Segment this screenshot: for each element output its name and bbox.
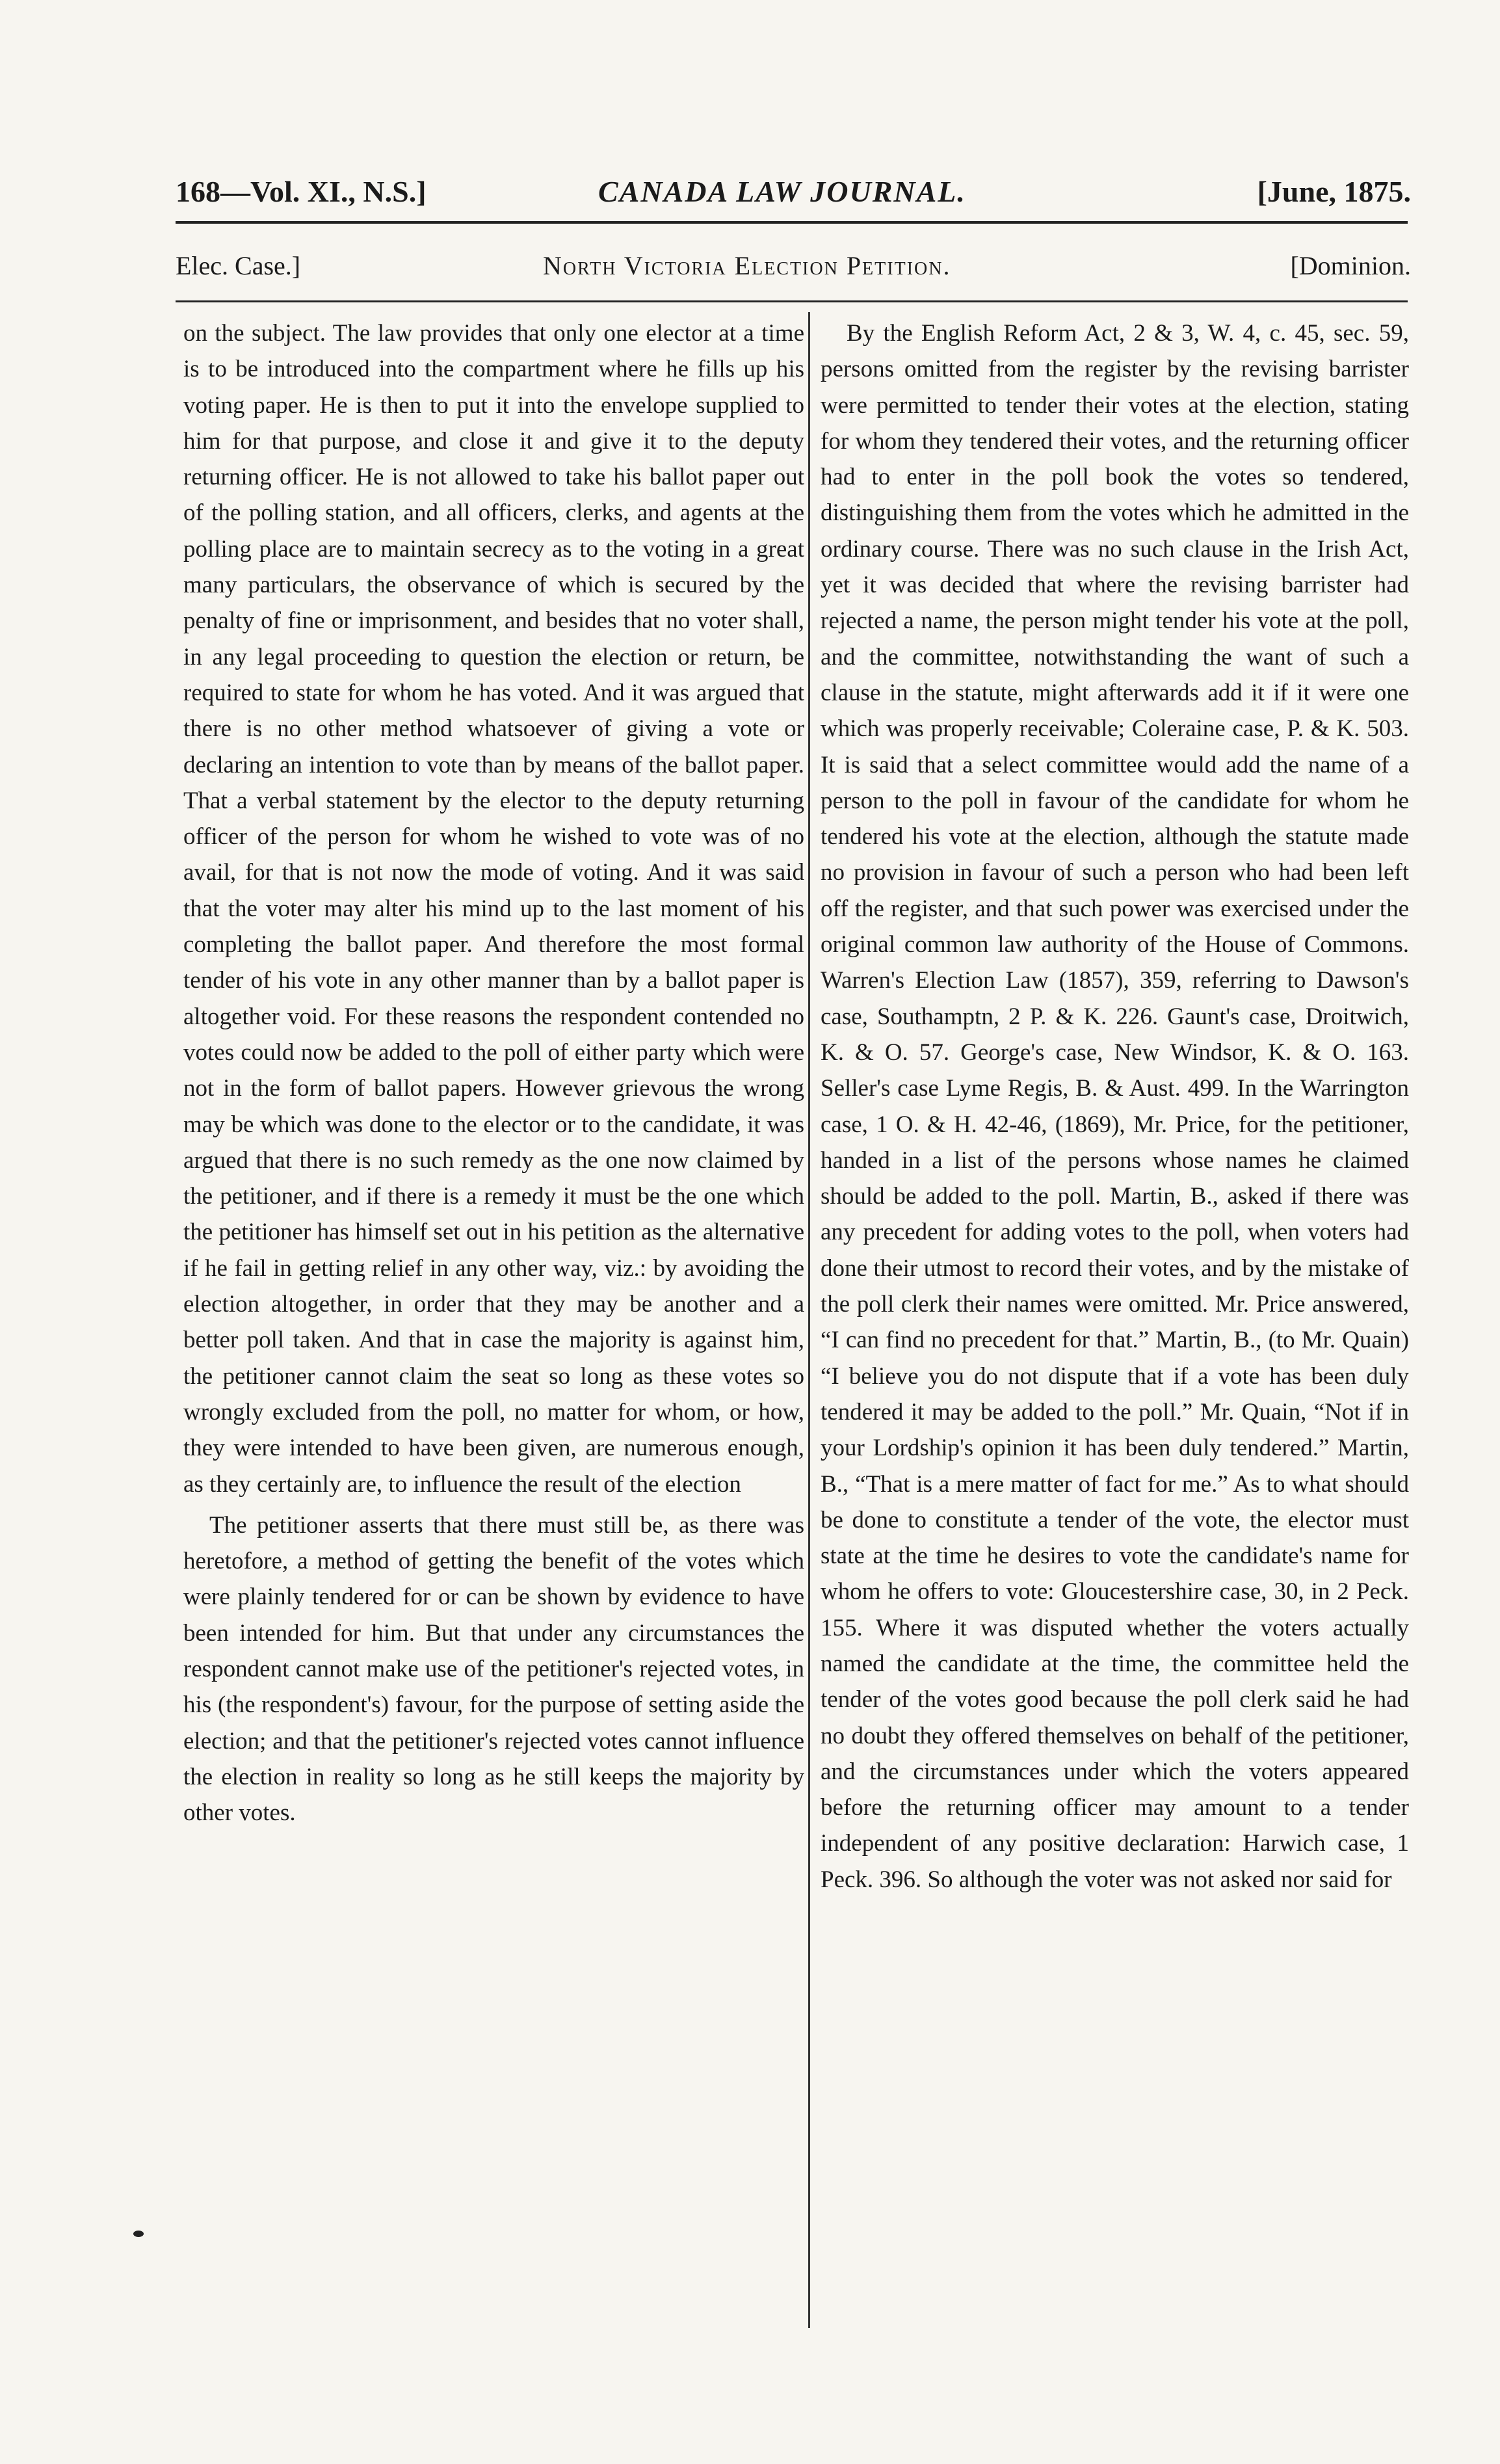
- right-paragraph-1: By the English Reform Act, 2 & 3, W. 4, c. 45, sec. 59, persons omitted from the register by the revising barrister were permitted to tender their votes at the election, stating for whom they tendered their votes, and the returning officer had to enter in the poll book the votes so tendered, distinguishing them from the votes which he admitted in the ordinary course. There was no such clause in the Irish Act, yet it was decided that where the revising barrister had rejected a name, the person might tender his vote at the poll, and the committee, notwithstanding the want of such a clause in the statute, might afterwards add it if it were one which was properly receivable; Coleraine case, P. & K. 503. It is said that a select committee would add the name of a person to the poll in favour of the candidate for whom he tendered his vote at the election, although the statute made no provision in favour of such a person who had been left off the register, and that such power was exercised under the original common law authority of the House of Commons. Warren's Election Law (1857), 359, referring to Dawson's case, Southamptn, 2 P. & K. 226. Gaunt's case, Droitwich, K. & O. 57. George's case, New Windsor, K. & O. 163. Seller's case Lyme Regis, B. & Aust. 499. In the Warrington case, 1 O. & H. 42-46, (1869), Mr. Price, for the petitioner, handed in a list of the persons whose names he claimed should be added to the poll. Martin, B., asked if there was any precedent for adding votes to the poll, when voters had done their utmost to record their votes, and by the mistake of the poll clerk their names were omitted. Mr. Price answered, “I can find no precedent for that.” Martin, B., (to Mr. Quain) “I believe you do not dispute that if a vote has been duly tendered it may be added to the poll.” Mr. Quain, “Not if in your Lordship's opinion it has been duly tendered.” Martin, B., “That is a mere matter of fact for me.” As to what should be done to constitute a tender of the vote, the elector must state at the time he desires to vote the candidate's name for whom he offers to vote: Gloucestershire case, 30, in 2 Peck. 155. Where it was disputed whether the voters actually named the candidate at the time, the committee held the tender of the votes good because the poll clerk said he had no doubt they offered themselves on behalf of the petitioner, and the circumstances under which the voters appeared before the returning officer may amount to a tender independent of any positive declaration: Harwich case, 1 Peck. 396. So although the voter was not asked nor said for: [821, 320, 1409, 1893]
- section-right-label: [Dominion.: [1290, 251, 1411, 280]
- running-head: [176, 174, 1411, 213]
- section-title: North Victoria Election Petition.: [543, 251, 951, 280]
- section-left-label: Elec. Case.]: [176, 251, 301, 280]
- page-volume: 168—Vol. XI., N.S.]: [176, 175, 427, 208]
- right-column: [821, 315, 1409, 1898]
- header-rule: [176, 221, 1408, 224]
- section-rule: [176, 300, 1408, 302]
- left-paragraph-1: on the subject. The law provides that only one elector at a time is to be introduced into the compartment where he fills up his voting paper. He is then to put it into the envelope supplied to him for that purpose, and close it and give it to the deputy returning officer. He is not allowed to take his ballot paper out of the polling station, and all officers, clerks, and agents at the polling place are to maintain secrecy as to the voting in a great many particulars, the observance of which is secured by the penalty of fine or imprisonment, and besides that no voter shall, in any legal proceeding to question the election or return, be required to state for whom he has voted. And it was argued that there is no other method whatsoever of giving a vote or declaring an intention to vote than by means of the ballot paper. That a verbal statement by the elector to the deputy returning officer of the person for whom he wished to vote was of no avail, for that is not now the mode of voting. And it was said that the voter may alter his mind up to the last moment of his completing the ballot paper. And therefore the most formal tender of his vote in any other manner than by a ballot paper is altogether void. For these reasons the respondent contended no votes could now be added to the poll of either party which were not in the form of ballot papers. However grievous the wrong may be which was done to the elector or to the candidate, it was argued that there is no such remedy as the one now claimed by the petitioner, and if there is a remedy it must be the one which the petitioner has himself set out in his petition as the alternative if he fail in getting relief in any other way, viz.: by avoiding the election altogether, in order that they may be another and a better poll taken. And that in case the majority is against him, the petitioner cannot claim the seat so long as these votes so wrongly excluded from the poll, no matter for whom, or how, they were intended to have been given, are numerous enough, as they certainly are, to influence the result of the election: [183, 320, 804, 1498]
- column-divider: [808, 312, 810, 2328]
- left-paragraph-2: The petitioner asserts that there must still be, as there was heretofore, a method of getting the benefit of the votes which were plainly tendered for or can be shown by evidence to have been intended for him. But that under any circumstances the respondent cannot make use of the petitioner's rejected votes, in his (the respondent's) favour, for the purpose of setting aside the election; and that the petitioner's rejected votes cannot influence the election in reality so long as he still keeps the majority by other votes.: [183, 1511, 804, 1827]
- left-column: [183, 315, 804, 1831]
- marginal-mark: [133, 2231, 144, 2237]
- section-head: [176, 250, 1411, 289]
- issue-date: [June, 1875.: [1257, 175, 1411, 208]
- journal-title: CANADA LAW JOURNAL.: [598, 175, 966, 208]
